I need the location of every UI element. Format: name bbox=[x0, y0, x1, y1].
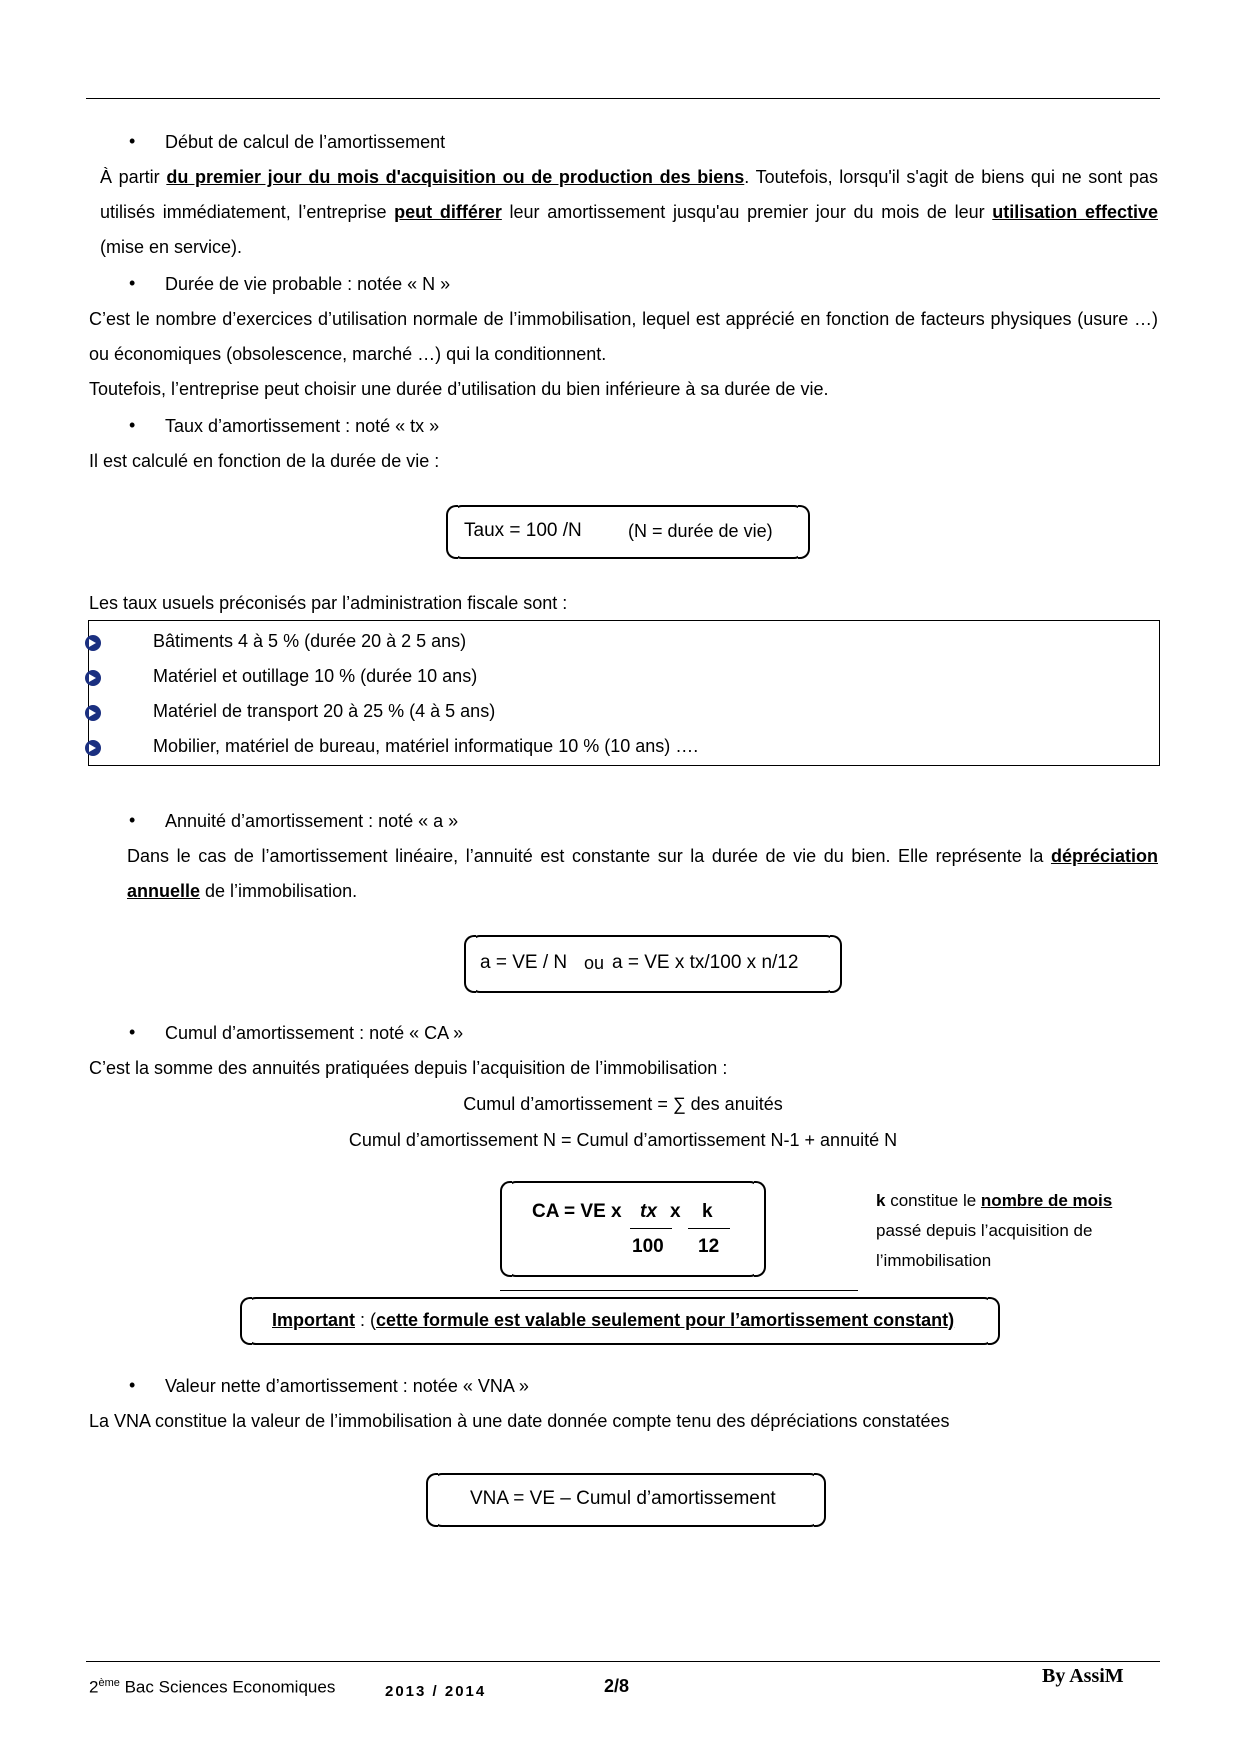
formula-taux-note: (N = durée de vie) bbox=[628, 521, 773, 541]
formula-ca: CA = VE x bbox=[532, 1201, 622, 1222]
paragraph-taux: Il est calculé en fonction de la durée de vie : bbox=[89, 451, 440, 471]
arrow-bullet-icon bbox=[85, 705, 101, 721]
formula-ou: ou bbox=[584, 953, 605, 973]
bullet-heading-duree: • Durée de vie probable : notée « N » bbox=[129, 273, 451, 294]
rate-row: Mobilier, matériel de bureau, matériel informatique 10 % (10 ans) …. bbox=[89, 732, 1159, 768]
bullet-heading-debut: • Début de calcul de l’amortissement bbox=[129, 131, 446, 152]
formula-12: 12 bbox=[698, 1236, 720, 1257]
formula-x: x bbox=[670, 1201, 681, 1222]
fraction-bar-1 bbox=[630, 1228, 672, 1229]
formula-box-taux bbox=[452, 505, 804, 559]
formula-vna: VNA = VE – Cumul d’amortissement bbox=[470, 1488, 776, 1509]
formula-k: k bbox=[702, 1201, 713, 1222]
bullet-heading-vna: • Valeur nette d’amortissement : notée « VNA » bbox=[129, 1375, 529, 1396]
footer-author: By AssiM bbox=[1042, 1665, 1124, 1687]
footer-year: 2013 / 2014 bbox=[385, 1683, 487, 1700]
paragraph-duree: C’est le nombre d’exercices d’utilisation normale de l’immobilisation, lequel est apprécié en fonction de facteurs physiques (usure …) ou économiques (obsolescence, marché …) qui la conditionnent. bbox=[89, 309, 1158, 364]
formula-tx: tx bbox=[640, 1201, 657, 1222]
bullet-heading-cumul: • Cumul d’amortissement : noté « CA » bbox=[129, 1022, 464, 1043]
arrow-bullet-icon bbox=[85, 740, 101, 756]
divider-line bbox=[500, 1290, 858, 1291]
formula-box-annuite bbox=[470, 935, 836, 993]
rate-row: Matériel de transport 20 à 25 % (4 à 5 ans) bbox=[89, 697, 1159, 733]
paragraph-annuite: Dans le cas de l’amortissement linéaire, l’annuité est constante sur la durée de vie du bien. Elle représente la dépréciation annuelle de l’immobilisation. bbox=[127, 846, 1158, 901]
k-explanation: k constitue le nombre de mois passé depuis l’acquisition de l’immobilisation bbox=[876, 1191, 1113, 1270]
arrow-bullet-icon bbox=[85, 635, 101, 651]
arrow-bullet-icon bbox=[85, 670, 101, 686]
cumul-line-2: Cumul d’amortissement N = Cumul d’amortissement N-1 + annuité N bbox=[348, 1130, 898, 1150]
formula-annuite-2: a = VE x tx/100 x n/12 bbox=[612, 952, 799, 973]
bullet-heading-annuite: • Annuité d’amortissement : noté « a » bbox=[129, 810, 459, 831]
formula-100: 100 bbox=[632, 1236, 664, 1257]
footer-page: 2/8 bbox=[604, 1676, 630, 1696]
rates-intro: Les taux usuels préconisés par l’administration fiscale sont : bbox=[89, 593, 568, 613]
footer-level: 2ème Bac Sciences Economiques bbox=[89, 1677, 336, 1697]
fraction-bar-2 bbox=[688, 1228, 730, 1229]
paragraph-cumul: C’est la somme des annuités pratiquées depuis l’acquisition de l’immobilisation : bbox=[89, 1058, 728, 1078]
important-note: Important : (cette formule est valable seulement pour l’amortissement constant) bbox=[272, 1310, 955, 1330]
rate-row: Bâtiments 4 à 5 % (durée 20 à 2 5 ans) bbox=[89, 627, 1159, 663]
cumul-line-1: Cumul d’amortissement = ∑ des anuités bbox=[463, 1094, 783, 1114]
rate-row: Matériel et outillage 10 % (durée 10 ans) bbox=[89, 662, 1159, 698]
rates-table bbox=[88, 620, 1160, 766]
header-rule bbox=[86, 98, 1160, 99]
paragraph-vna: La VNA constitue la valeur de l’immobilisation à une date donnée compte tenu des dépréciations constatées bbox=[89, 1411, 950, 1431]
formula-annuite-1: a = VE / N bbox=[480, 952, 568, 973]
paragraph-duree-2: Toutefois, l’entreprise peut choisir une durée d’utilisation du bien inférieure à sa durée de vie. bbox=[89, 379, 829, 399]
bullet-heading-taux: • Taux d’amortissement : noté « tx » bbox=[129, 415, 440, 436]
footer-rule bbox=[86, 1661, 1160, 1662]
formula-box-ca bbox=[506, 1181, 760, 1277]
important-box bbox=[246, 1297, 994, 1345]
paragraph-debut: À partir du premier jour du mois d'acquisition ou de production des biens. Toutefois, lorsqu'il s'agit de biens qui ne sont pas utilisés immédiatement, l’entreprise peut différer leur amortissement jusqu'au premier jour du mois de leur utilisation effective (mise en service). bbox=[100, 167, 1158, 257]
formula-box-vna bbox=[432, 1473, 820, 1527]
formula-taux: Taux = 100 /N bbox=[464, 520, 582, 541]
